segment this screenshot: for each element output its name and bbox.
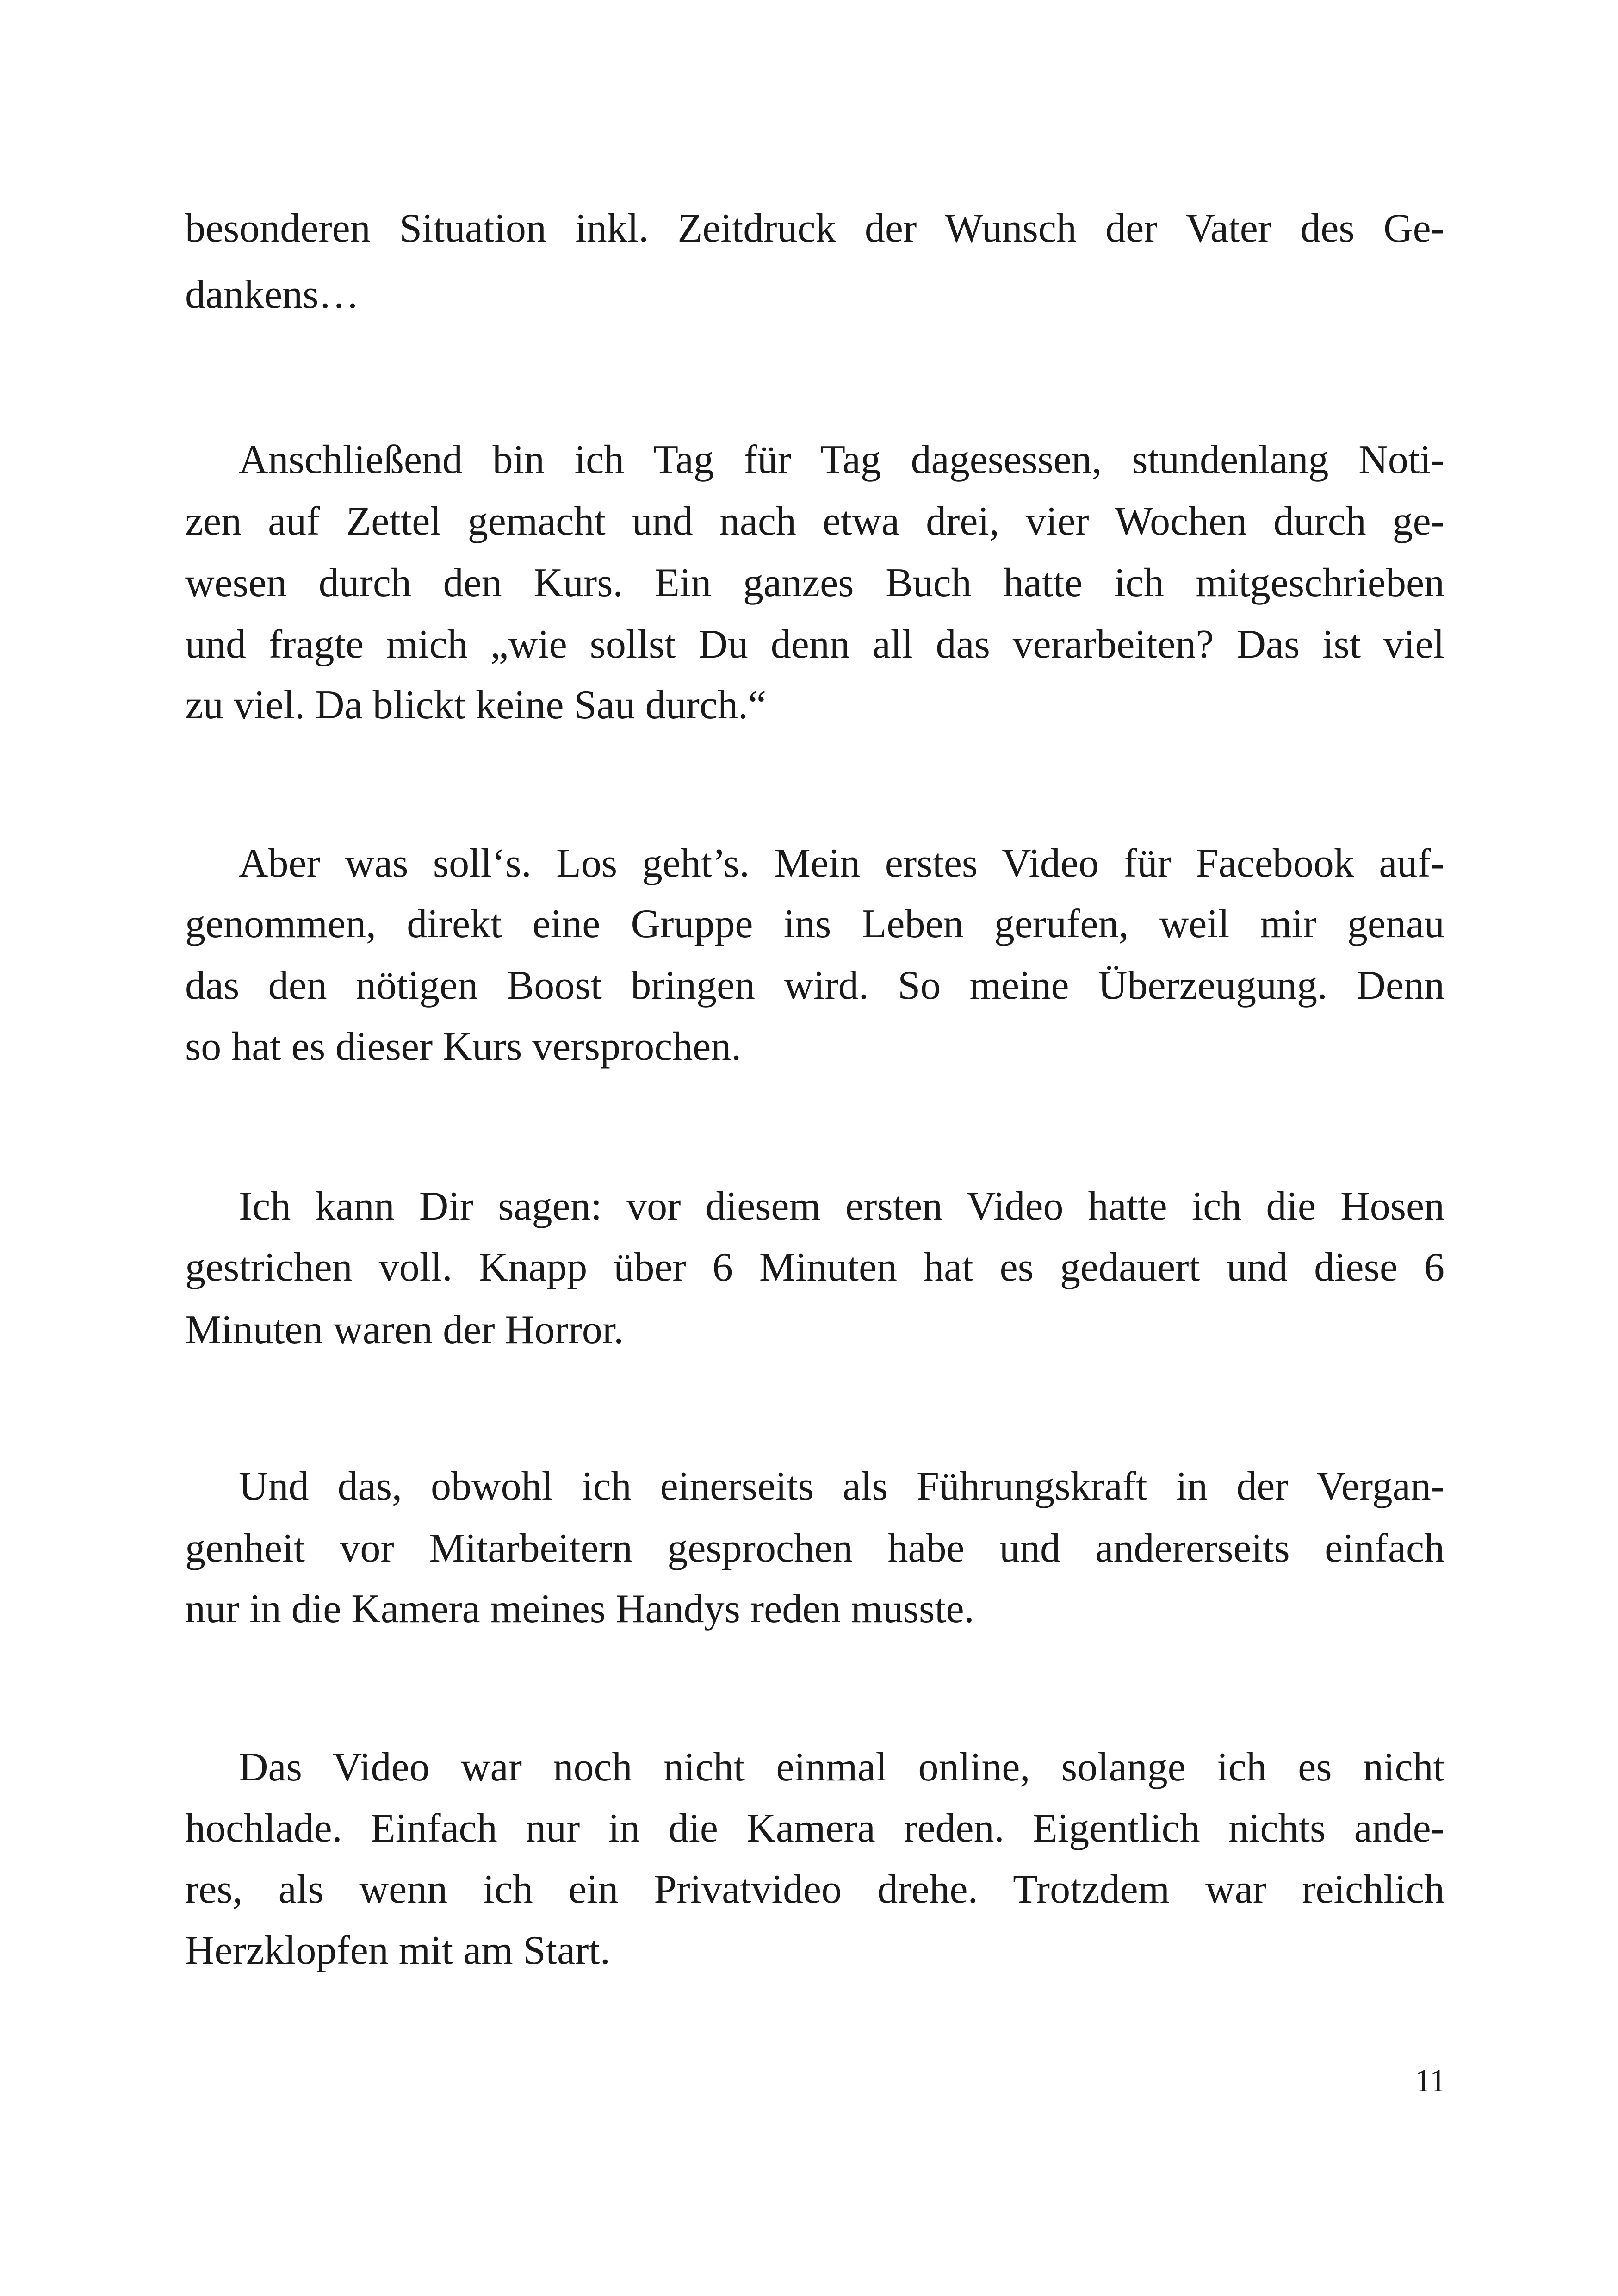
paragraph-line: gestrichen voll. Knapp über 6 Minuten hat es gedauert und diese 6 xyxy=(185,1245,1444,1290)
paragraph-line: nur in die Kamera meines Handys reden musste. xyxy=(185,1587,974,1631)
paragraph-line: zu viel. Da blickt keine Sau durch.“ xyxy=(185,683,767,728)
paragraph-line: und fragte mich „wie sollst Du denn all das verarbeiten? Das ist viel xyxy=(185,622,1444,667)
paragraph-line: Anschließend bin ich Tag für Tag dagesessen, stundenlang Noti- xyxy=(239,437,1444,482)
paragraph-line: Herzklopfen mit am Start. xyxy=(185,1928,610,1973)
paragraph-line: hochlade. Einfach nur in die Kamera reden. Eigentlich nichts ande- xyxy=(185,1806,1444,1851)
paragraph-line: dankens… xyxy=(185,272,360,317)
paragraph-line: so hat es dieser Kurs versprochen. xyxy=(185,1024,742,1069)
paragraph-line: Aber was soll‘s. Los geht’s. Mein erstes Video für Facebook auf- xyxy=(239,841,1444,886)
page-number: 11 xyxy=(1414,2063,1446,2099)
paragraph-line: zen auf Zettel gemacht und nach etwa drei, vier Wochen durch ge- xyxy=(185,499,1444,544)
paragraph-line: res, als wenn ich ein Privatvideo drehe. Trotzdem war reichlich xyxy=(185,1867,1444,1912)
paragraph-line: wesen durch den Kurs. Ein ganzes Buch hatte ich mitgeschrieben xyxy=(185,560,1444,605)
paragraph-line: Ich kann Dir sagen: vor diesem ersten Video hatte ich die Hosen xyxy=(239,1184,1444,1229)
paragraph-line: Und das, obwohl ich einerseits als Führungskraft in der Vergan- xyxy=(239,1464,1444,1509)
paragraph-line: genommen, direkt eine Gruppe ins Leben gerufen, weil mir genau xyxy=(185,902,1444,946)
paragraph-line: Das Video war noch nicht einmal online, solange ich es nicht xyxy=(239,1745,1444,1790)
paragraph-line: besonderen Situation inkl. Zeitdruck der Wunsch der Vater des Ge- xyxy=(185,206,1444,251)
paragraph-line: Minuten waren der Horror. xyxy=(185,1307,624,1352)
paragraph-line: das den nötigen Boost bringen wird. So meine Überzeugung. Denn xyxy=(185,963,1444,1008)
paragraph-line: genheit vor Mitarbeitern gesprochen habe und andererseits einfach xyxy=(185,1526,1444,1571)
